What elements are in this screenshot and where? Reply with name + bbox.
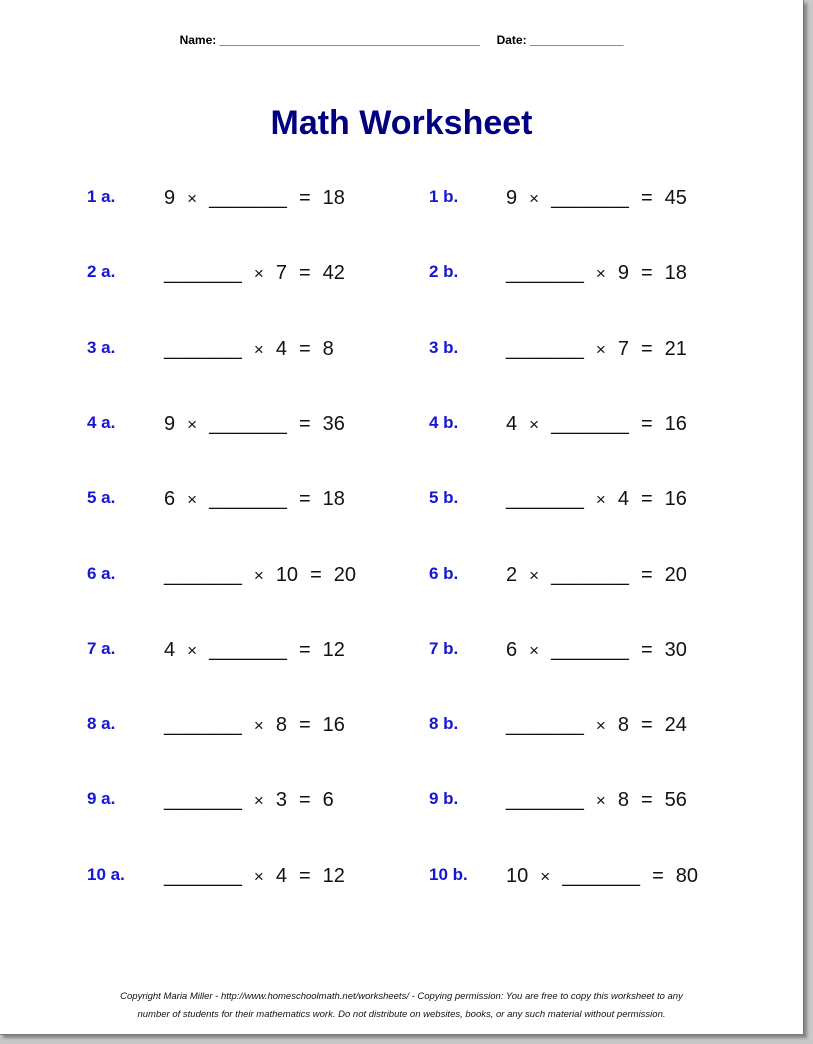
number: 56	[664, 789, 687, 811]
equals-sign: =	[652, 865, 664, 887]
name-label: Name:	[179, 33, 217, 47]
number: 4	[275, 865, 287, 887]
problem-label: 8 a.	[87, 714, 116, 733]
equals-sign: =	[298, 789, 311, 811]
problem-label: 7 b.	[429, 639, 459, 658]
problem-label: 4 b.	[429, 413, 459, 432]
number: 42	[322, 262, 345, 284]
times-sign: ×	[595, 264, 606, 283]
page-title: Math Worksheet	[270, 104, 533, 142]
number: 8	[275, 714, 287, 736]
equals-sign: =	[640, 714, 653, 736]
problem-label: 8 b.	[429, 714, 459, 733]
times-sign: ×	[529, 566, 540, 585]
problem-expression	[506, 865, 698, 888]
number: 9	[617, 262, 629, 284]
number: 6	[164, 488, 176, 510]
answer-blank: _______	[164, 564, 242, 586]
equals-sign: =	[310, 564, 322, 586]
times-sign: ×	[595, 716, 606, 735]
equals-sign: =	[640, 564, 653, 586]
copyright-footer	[0, 988, 803, 1024]
times-sign: ×	[253, 791, 264, 810]
number: 4	[506, 413, 518, 435]
problem-expression	[164, 262, 345, 285]
number: 4	[617, 488, 629, 510]
number: 12	[322, 639, 345, 661]
equals-sign: =	[298, 714, 311, 736]
times-sign: ×	[253, 264, 264, 283]
problem-label: 5 a.	[87, 488, 116, 507]
answer-blank: _______	[506, 262, 584, 284]
times-sign: ×	[253, 867, 264, 886]
problem-expression	[164, 187, 345, 210]
number: 80	[675, 865, 698, 887]
number: 8	[322, 338, 334, 360]
number: 7	[617, 338, 629, 360]
problem-expression	[506, 187, 687, 210]
equals-sign: =	[640, 338, 653, 360]
answer-blank: _______	[562, 865, 641, 887]
number: 6	[506, 639, 518, 661]
times-sign: ×	[187, 641, 198, 660]
answer-blank: _______	[551, 187, 629, 209]
footer-line-2: number of students for their mathematics work. Do not distribute on websites, books, or any such material without permission.	[137, 1009, 666, 1020]
equals-sign: =	[640, 488, 653, 510]
problem-expression	[164, 865, 345, 888]
problem-expression	[506, 262, 687, 285]
number: 18	[322, 187, 345, 209]
problem-label: 3 a.	[87, 338, 116, 357]
problem-label: 10 a.	[87, 865, 125, 884]
number: 6	[322, 789, 334, 811]
times-sign: ×	[595, 791, 606, 810]
number: 9	[506, 187, 518, 209]
answer-blank: _______	[551, 564, 629, 586]
times-sign: ×	[540, 867, 551, 886]
number: 8	[617, 714, 629, 736]
problem-expression	[506, 488, 687, 511]
number: 7	[275, 262, 287, 284]
number: 4	[275, 338, 287, 360]
times-sign: ×	[187, 415, 198, 434]
problem-label: 9 a.	[87, 789, 116, 808]
number: 9	[164, 413, 176, 435]
number: 20	[664, 564, 687, 586]
problem-label: 2 b.	[429, 262, 459, 281]
answer-blank: _______	[164, 865, 242, 887]
equals-sign: =	[640, 789, 653, 811]
name-line: _______________________________________	[219, 33, 480, 47]
problem-expression	[506, 714, 687, 737]
date-line: ______________	[529, 33, 624, 47]
number: 21	[664, 338, 687, 360]
number: 18	[322, 488, 345, 510]
answer-blank: _______	[209, 639, 287, 661]
answer-blank: _______	[551, 413, 629, 435]
answer-blank: _______	[164, 789, 242, 811]
number: 16	[322, 714, 345, 736]
problem-label: 1 b.	[429, 187, 459, 206]
problem-expression	[506, 564, 687, 587]
number: 36	[322, 413, 345, 435]
problem-label: 10 b.	[429, 865, 468, 884]
equals-sign: =	[298, 187, 311, 209]
number: 24	[664, 714, 687, 736]
number: 20	[333, 564, 356, 586]
number: 12	[322, 865, 345, 887]
answer-blank: _______	[506, 338, 584, 360]
answer-blank: _______	[506, 488, 584, 510]
times-sign: ×	[595, 490, 606, 509]
problem-expression	[164, 488, 345, 511]
date-label: Date:	[496, 33, 527, 47]
number: 16	[664, 488, 687, 510]
answer-blank: _______	[506, 789, 584, 811]
equals-sign: =	[298, 639, 311, 661]
problem-label: 4 a.	[87, 413, 116, 432]
number: 9	[164, 187, 176, 209]
equals-sign: =	[298, 262, 311, 284]
problem-label: 2 a.	[87, 262, 116, 281]
problem-expression	[164, 639, 345, 662]
problem-expression	[506, 338, 687, 361]
number: 10	[275, 564, 299, 586]
problem-label: 1 a.	[87, 187, 116, 206]
problem-label: 3 b.	[429, 338, 459, 357]
equals-sign: =	[298, 488, 311, 510]
number: 18	[664, 262, 687, 284]
number: 8	[617, 789, 629, 811]
answer-blank: _______	[209, 488, 287, 510]
problem-label: 5 b.	[429, 488, 459, 507]
equals-sign: =	[640, 413, 653, 435]
problem-expression	[164, 564, 356, 587]
times-sign: ×	[253, 340, 264, 359]
equals-sign: =	[640, 639, 653, 661]
problem-expression	[506, 413, 687, 436]
number: 10	[506, 865, 529, 887]
problem-expression	[164, 413, 345, 436]
times-sign: ×	[253, 566, 264, 585]
answer-blank: _______	[551, 639, 629, 661]
problem-expression	[164, 338, 334, 361]
equals-sign: =	[298, 413, 311, 435]
equals-sign: =	[298, 865, 311, 887]
name-date-header	[0, 33, 803, 47]
number: 30	[664, 639, 687, 661]
problem-label: 6 a.	[87, 564, 116, 583]
times-sign: ×	[187, 189, 198, 208]
problem-expression	[164, 714, 345, 737]
answer-blank: _______	[164, 714, 242, 736]
times-sign: ×	[529, 641, 540, 660]
number: 16	[664, 413, 687, 435]
answer-blank: _______	[164, 338, 242, 360]
number: 3	[275, 789, 287, 811]
problem-label: 9 b.	[429, 789, 459, 808]
answer-blank: _______	[506, 714, 584, 736]
times-sign: ×	[529, 189, 540, 208]
number: 2	[506, 564, 518, 586]
number: 4	[164, 639, 176, 661]
answer-blank: _______	[209, 187, 287, 209]
answer-blank: _______	[164, 262, 242, 284]
answer-blank: _______	[209, 413, 287, 435]
equals-sign: =	[640, 187, 653, 209]
equals-sign: =	[298, 338, 311, 360]
number: 45	[664, 187, 687, 209]
equals-sign: =	[640, 262, 653, 284]
problem-label: 7 a.	[87, 639, 116, 658]
problem-expression	[164, 789, 334, 812]
problem-label: 6 b.	[429, 564, 459, 583]
times-sign: ×	[595, 340, 606, 359]
problem-expression	[506, 789, 687, 812]
problem-expression	[506, 639, 687, 662]
times-sign: ×	[253, 716, 264, 735]
times-sign: ×	[187, 490, 198, 509]
times-sign: ×	[529, 415, 540, 434]
footer-line-1: Copyright Maria Miller - http://www.homeschoolmath.net/worksheets/ - Copying permission: You are free to copy this worksheet to any	[120, 991, 683, 1002]
